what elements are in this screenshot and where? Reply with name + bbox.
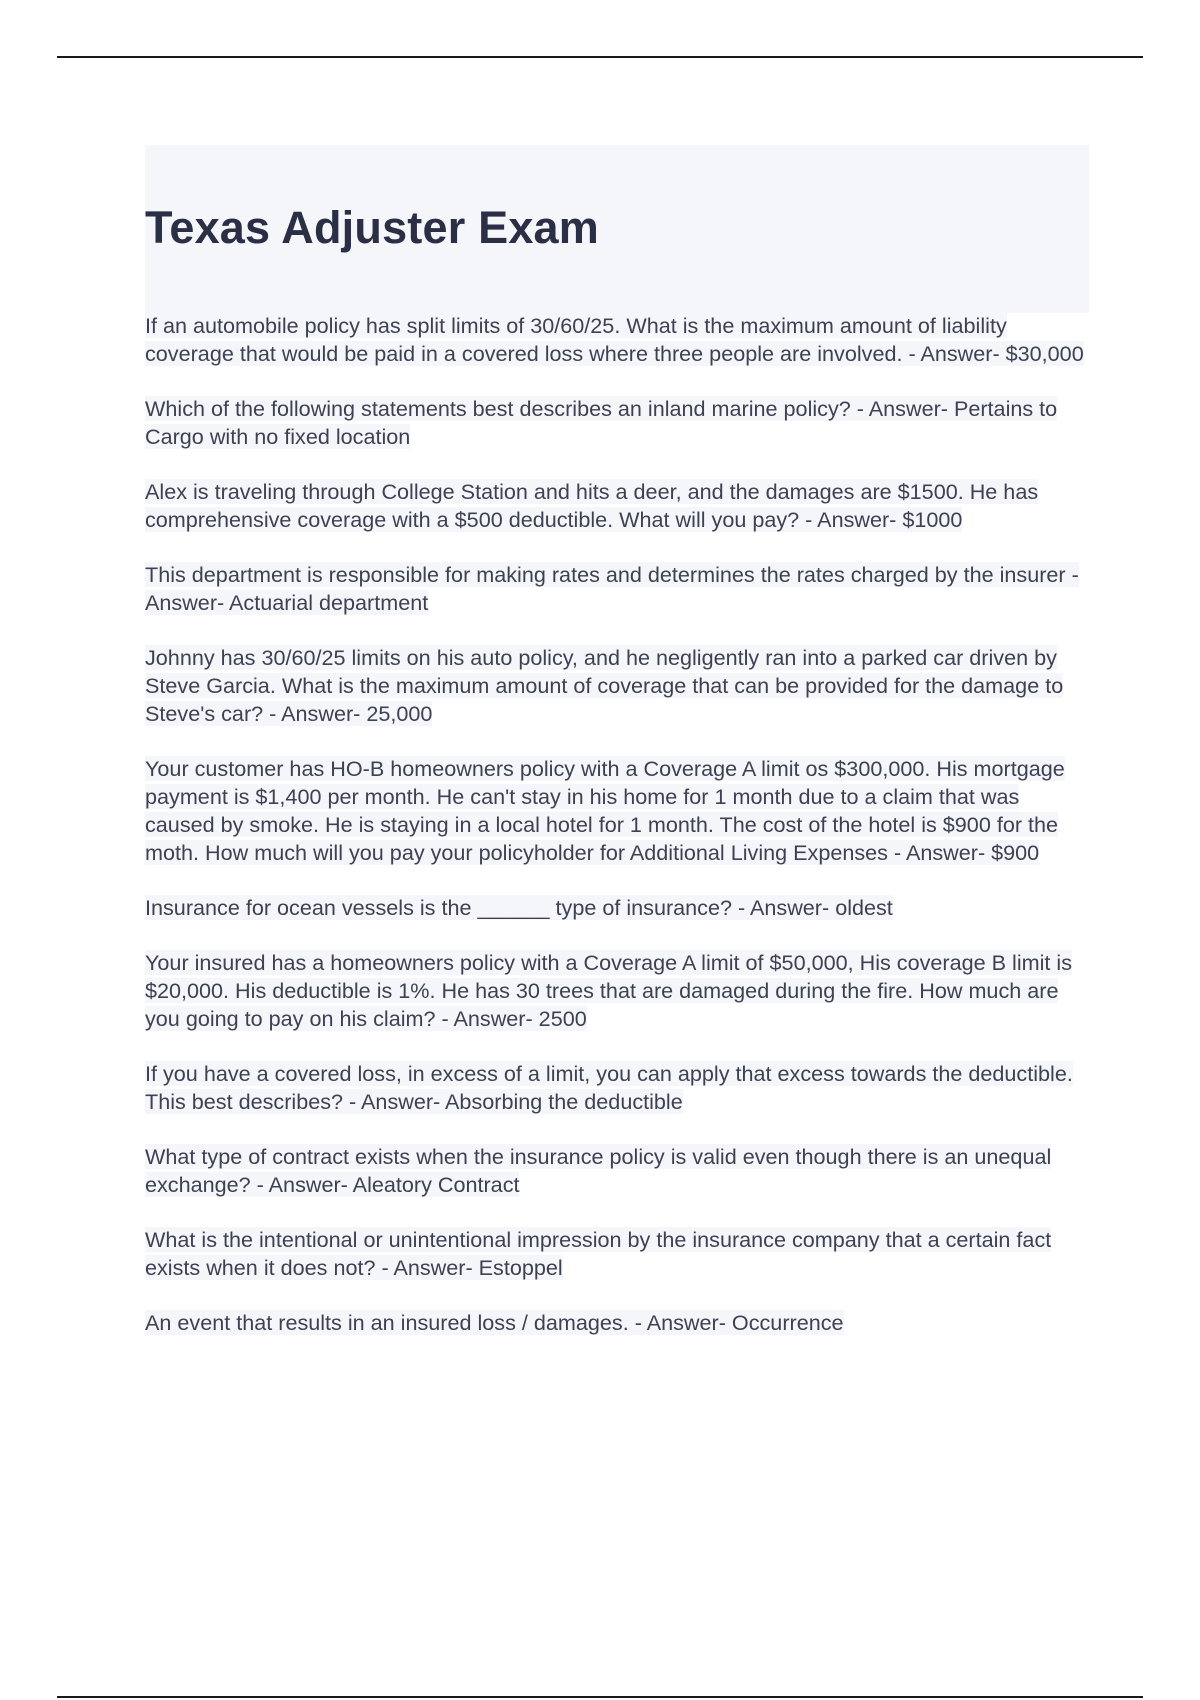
qa-text: What is the intentional or unintentional impression by the insurance company that a certain fact exists when it does not? - Answer- Estoppel (145, 1227, 1052, 1280)
qa-item (145, 644, 1090, 728)
qa-item (145, 949, 1090, 1033)
qa-item (145, 1309, 1090, 1337)
qa-text: What type of contract exists when the insurance policy is valid even though there is an unequal exchange? - Answer- Aleatory Contract (145, 1144, 1052, 1197)
qa-item (145, 312, 1090, 368)
title-block (145, 145, 1089, 313)
qa-text: Which of the following statements best describes an inland marine policy? - Answer- Pertains to Cargo with no fixed location (145, 396, 1058, 449)
page-title: Texas Adjuster Exam (145, 202, 599, 253)
qa-text: Your customer has HO-B homeowners policy with a Coverage A limit os $300,000. His mortgage payment is $1,400 per month. He can't stay in his home for 1 month due to a claim that was caused by smoke. He is staying in a local hotel for 1 month. The cost of the hotel is $900 for the moth. How much will you pay your policyholder for Additional Living Expenses - Answer- $900 (145, 756, 1065, 865)
qa-text: If an automobile policy has split limits of 30/60/25. What is the maximum amount of liability coverage that would be paid in a covered loss where three people are involved. - Answer- $30,000 (145, 313, 1084, 366)
qa-text: Insurance for ocean vessels is the ______ type of insurance? - Answer- oldest (145, 895, 893, 920)
qa-item (145, 478, 1090, 534)
qa-item (145, 1143, 1090, 1199)
qa-text: Your insured has a homeowners policy with a Coverage A limit of $50,000, His coverage B limit is $20,000. His deductible is 1%. He has 30 trees that are damaged during the fire. How much are you going to pay on his claim? - Answer- 2500 (145, 950, 1073, 1031)
qa-item (145, 1060, 1090, 1116)
qa-text: An event that results in an insured loss / damages. - Answer- Occurrence (145, 1310, 844, 1335)
top-rule (57, 56, 1143, 58)
qa-list (145, 312, 1090, 1364)
qa-text: This department is responsible for making rates and determines the rates charged by the insurer - Answer- Actuarial department (145, 562, 1079, 615)
qa-item (145, 561, 1090, 617)
qa-text: Johnny has 30/60/25 limits on his auto policy, and he negligently ran into a parked car driven by Steve Garcia. What is the maximum amount of coverage that can be provided for the damage to Steve's car? - Answer- 25,000 (145, 645, 1064, 726)
qa-item (145, 894, 1090, 922)
qa-item (145, 1226, 1090, 1282)
qa-text: Alex is traveling through College Station and hits a deer, and the damages are $1500. He has comprehensive coverage with a $500 deductible. What will you pay? - Answer- $1000 (145, 479, 1039, 532)
qa-item (145, 395, 1090, 451)
qa-text: If you have a covered loss, in excess of a limit, you can apply that excess towards the deductible. This best describes? - Answer- Absorbing the deductible (145, 1061, 1073, 1114)
bottom-rule (57, 1696, 1143, 1698)
qa-item (145, 755, 1090, 867)
